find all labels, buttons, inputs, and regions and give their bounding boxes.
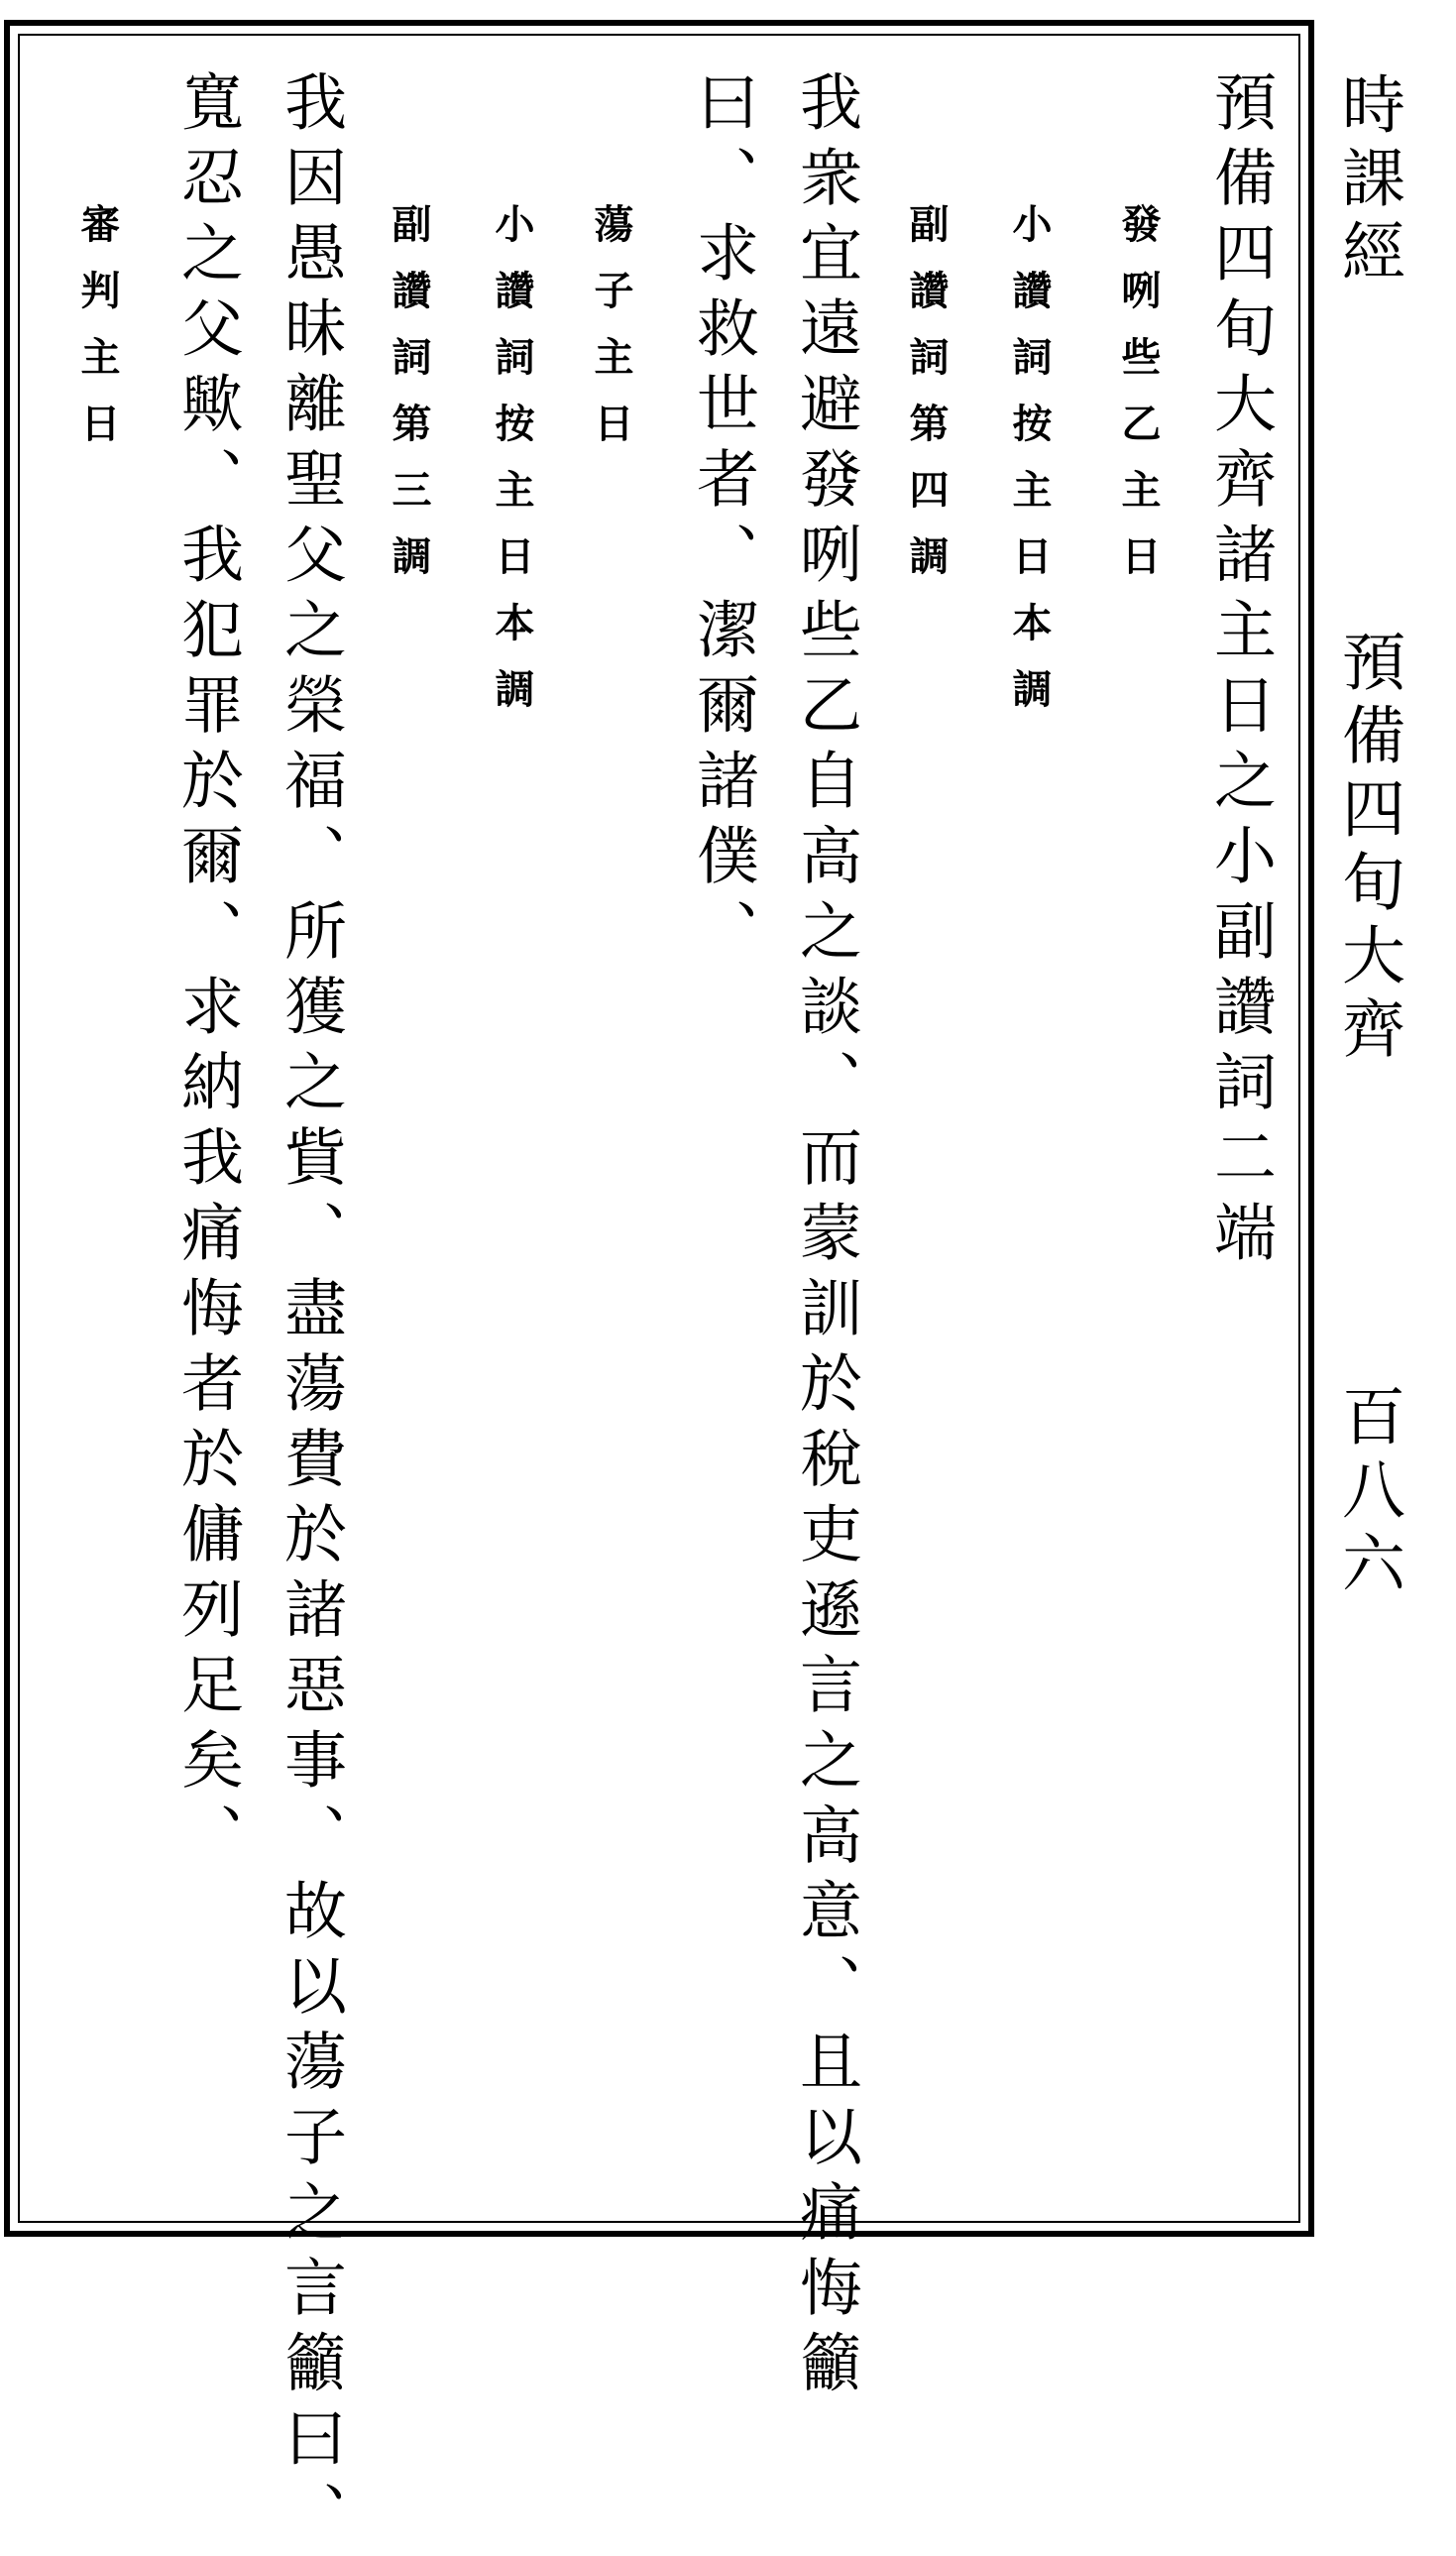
hymn-label-small: 小讚詞按主日本調 [489,203,535,735]
feast-heading-judgment: 審判主日 [74,203,121,469]
hymn-text-line: 曰、求救世者、潔爾諸僕、 [687,69,759,974]
hymn-text-line: 我因愚昧離聖父之榮福、所獲之貲、盡蕩費於諸惡事、故以蕩子之言籲曰、 [275,69,347,2556]
hymn-text-line: 寬忍之父歟、我犯罪於爾、求納我痛悔者於傭列足矣、 [171,69,244,1878]
page-number: 百八六 [1331,1383,1404,1603]
hymn-text-line: 我衆宜遠避發咧些乙自高之談、而蒙訓於稅吏遜言之高意、且以痛悔籲 [790,69,862,2405]
section-title: 預備四旬大齊 [1331,629,1404,1069]
feast-heading-prodigal-son: 蕩子主日 [588,203,634,469]
book-title: 時課經 [1331,71,1404,291]
hymn-label-small: 小讚詞按主日本調 [1006,203,1053,735]
chapter-title: 預備四旬大齊諸主日之小副讚詞二端 [1204,69,1277,1275]
hymn-label-secondary: 副讚詞第三調 [386,203,432,602]
feast-heading-pharisee: 發咧些乙主日 [1115,203,1162,602]
hymn-label-secondary: 副讚詞第四調 [903,203,950,602]
